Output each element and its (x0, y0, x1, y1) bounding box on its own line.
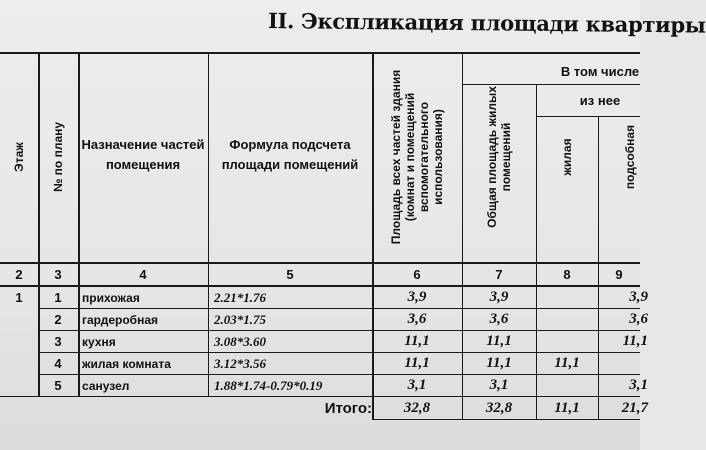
cell-plan-no: 3 (54, 334, 62, 349)
cell-total-area: 11,1 (404, 333, 430, 349)
header-living: жилая (560, 138, 574, 176)
cell-auxiliary: 3,1 (629, 377, 648, 393)
totals-living: 11,1 (554, 399, 580, 416)
column-number: 8 (563, 267, 571, 282)
cell-auxiliary: 3,6 (629, 311, 648, 327)
column-number: 4 (139, 267, 147, 282)
cell-total-area: 3,9 (407, 289, 427, 305)
cell-plan-no: 5 (54, 378, 62, 393)
cell-living-total: 3,1 (489, 377, 509, 393)
cell-room-name: гардеробная (82, 312, 158, 327)
header-auxiliary: подсобная (623, 124, 637, 190)
header-living-total: Общая площадь жилых помещений (485, 86, 513, 228)
column-number: 6 (413, 267, 421, 282)
cell-floor (0, 331, 38, 352)
cell-formula: 1.88*1.74-0.79*0.19 (214, 377, 323, 393)
column-number: 5 (286, 267, 294, 282)
cell-plan-no: 2 (54, 312, 62, 327)
header-floor: Этаж (12, 142, 26, 172)
header-of-which: из нее (579, 93, 621, 108)
column-number: 3 (54, 267, 62, 282)
cell-living (536, 309, 598, 330)
cell-living-total: 3,6 (489, 311, 509, 327)
header-formula: Формула подсчета площади помещений (221, 137, 359, 172)
column-number: 9 (615, 267, 623, 282)
totals-living-total: 32,8 (485, 399, 513, 416)
header-purpose: Назначение частей помещения (81, 137, 205, 172)
cell-room-name: прихожая (82, 290, 140, 305)
cell-living-total: 11,1 (486, 355, 512, 371)
cell-living: 11,1 (554, 355, 580, 371)
cell-floor (0, 375, 38, 396)
cell-living (536, 287, 598, 308)
cell-living (536, 331, 598, 352)
cell-living-total: 11,1 (486, 333, 512, 349)
totals-area: 32,8 (403, 399, 431, 416)
column-number: 2 (15, 267, 23, 282)
totals-auxiliary: 21,7 (621, 399, 648, 416)
cell-total-area: 3,6 (407, 311, 427, 327)
cell-room-name: кухня (82, 334, 116, 349)
cell-floor (0, 309, 38, 330)
cell-auxiliary: 3,9 (629, 289, 648, 305)
document-title: II. Экспликация площади квартиры (267, 8, 706, 38)
cell-auxiliary: 11,1 (622, 333, 648, 349)
totals-label: Итого: (324, 399, 372, 417)
cell-formula: 3.08*3.60 (214, 333, 266, 349)
cell-plan-no: 4 (54, 356, 62, 371)
table-top-border (0, 52, 640, 54)
header-total-area: Площадь всех частей здания (комнат и помещений вспомогательного использования) (389, 69, 445, 245)
cell-living-total: 3,9 (489, 289, 509, 305)
cell-floor (0, 353, 38, 374)
totals-bottom-border (372, 419, 640, 420)
cell-total-area: 11,1 (404, 355, 430, 371)
header-including: В том числе (560, 64, 640, 79)
cell-room-name: жилая комната (82, 356, 171, 371)
cell-plan-no: 1 (54, 290, 62, 305)
header-plan-no: № по плану (51, 121, 65, 193)
cell-formula: 2.21*1.76 (214, 289, 266, 305)
cell-floor: 1 (15, 290, 23, 305)
cell-auxiliary (598, 353, 648, 374)
column-number: 7 (495, 267, 503, 282)
cell-total-area: 3,1 (407, 377, 427, 393)
cell-formula: 2.03*1.75 (214, 311, 266, 327)
cell-room-name: санузел (82, 378, 130, 393)
cell-living (536, 375, 598, 396)
cell-formula: 3.12*3.56 (214, 355, 266, 371)
